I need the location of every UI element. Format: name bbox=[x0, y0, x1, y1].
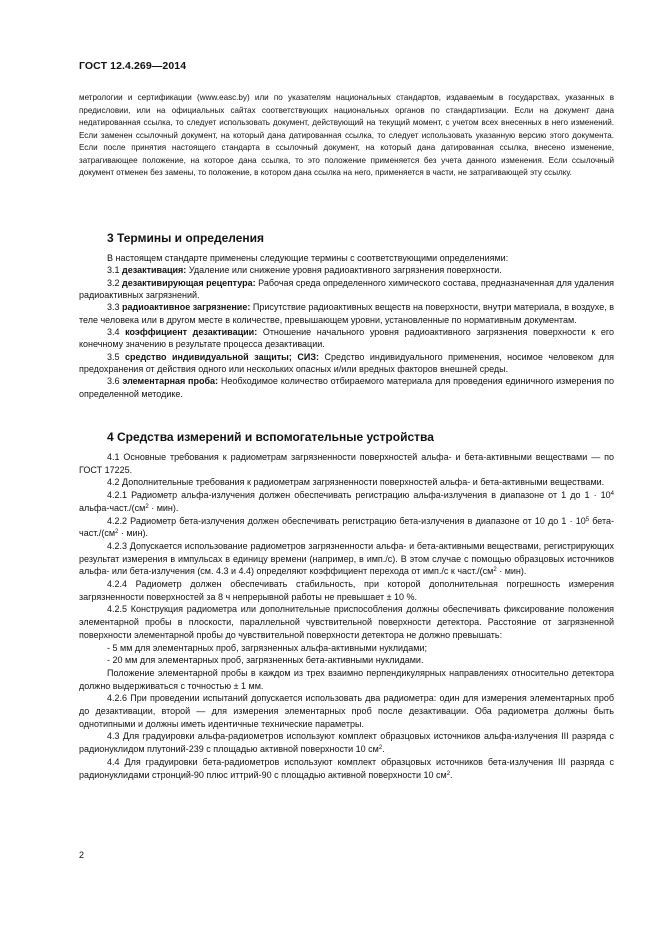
term-3-1: 3.1 дезактивация: Удаление или снижение уровня радиоактивного загрязнения поверхности. bbox=[107, 265, 502, 276]
term-3-5: 3.5 средство индивидуальной защиты; СИЗ: Средство индивидуального применения, носимое человеком для предохранения от действия одного или нескольких опасных и/или вредных факторов внешней среды. bbox=[79, 351, 614, 375]
document-header: ГОСТ 12.4.269—2014 bbox=[79, 60, 187, 72]
section-4-title: 4 Средства измерений и вспомогательные устройства bbox=[107, 430, 434, 444]
para-4-2: 4.2 Дополнительные требования к радиометрам загрязненности поверхностей альфа- и бета-активными веществами. bbox=[107, 477, 605, 488]
para-4-2-5: 4.2.5 Конструкция радиометра или дополнительные приспособления должны обеспечивать фиксирование положения элементарной пробы в плоскости, параллельной чувствительной поверхности детектора. Расстояние от загрязненной поверхности элементарной пробы до чувствительной поверхности детектора не должно превышать: bbox=[79, 604, 614, 640]
para-4-4: 4.4 Для градуировки бета-радиометров используют комплект образцовых источников бета-излучения III разряда с радионуклидами стронций-90 плюс иттрий-90 с площадью активной поверхности 10 $см^2$. bbox=[79, 756, 614, 780]
term-3-6: 3.6 элементарная проба: Необходимое количество отбираемого материала для проведения единичного измерения по определенной методике. bbox=[79, 376, 614, 399]
intro-text: метрологии и сертификации (www.easc.by) или по указателям национальных стандартов, издаваемым в государствах, указанных в предисловии, или на официальных сайтах соответствующих национальных органов по стандартизации. Если на документ дана недатированная ссылка, то следует использовать документ, действующий на текущий момент, с учетом всех внесенных в него изменений. Если заменен ссылочный документ, на который дана датированная ссылка, то следует использовать указанную версию этого документа. Если после принятия настоящего стандарта в ссылочный документ, на который дана датированная ссылка, внесено изменение, затрагивающее положение, на которое дана ссылка, то это положение применяется без учета данного изменения. Если ссылочный документ отменен без замены, то положение, в котором дана ссылка на него, применяется в части, не затрагивающей эту ссылку. bbox=[79, 93, 614, 178]
section-4-body bbox=[79, 451, 614, 781]
para-4-3: 4.3 Для градуировки альфа-радиометров используют комплект образцовых источников альфа-излучения III разряда с радионуклидом плутоний-239 с площадью активной поверхности 10 $см^2$. bbox=[79, 731, 614, 755]
term-3-3: 3.3 радиоактивное загрязнение: Присутствие радиоактивных веществ на поверхности, внутри материала, в воздухе, в теле человека или в другом месте в количестве, превышающем уровни, установленные по нормативным документам. bbox=[79, 302, 614, 325]
para-4-2-5-note: Положение элементарной пробы в каждом из трех взаимно перпендикулярных направлениях относительно детектора должно выдерживаться с точностью ± 1 мм. bbox=[79, 667, 614, 691]
term-3-4: 3.4 коэффициент дезактивации: Отношение начального уровня радиоактивного загрязнения поверхности к его конечному значению в результате процесса дезактивации. bbox=[79, 327, 614, 350]
para-4-2-4: 4.2.4 Радиометр должен обеспечивать стабильность, при которой дополнительная погрешность измерения загрязненности поверхностей за 8 ч непрерывной работы не превышает ± 10 %. bbox=[79, 579, 614, 602]
page-number: 2 bbox=[79, 850, 85, 860]
para-4-2-1: 4.2.1 Радиометр альфа-излучения должен обеспечивать регистрацию альфа-излучения в диапазоне от 1 до $1 \cdot 10^4$ альфа-$част./(см^2 \cdot мин)$. bbox=[79, 490, 614, 513]
para-4-2-3: 4.2.3 Допускается использование радиометров загрязненности альфа- и бета-активными веществами, регистрирующих результат измерения в импульсах в единицу времени (например, в имп./с). В этом случае с помощью образцовых источников альфа- или бета-излучения (см. 4.3 и 4.4) определяют коэффициент перехода от имп./с к $част./(см^2 \cdot мин)$. bbox=[79, 540, 614, 577]
section-3-title: 3 Термины и определения bbox=[107, 231, 265, 245]
para-4-1: 4.1 Основные требования к радиометрам загрязненности поверхностей альфа- и бета-активными веществами — по ГОСТ 17225. bbox=[79, 452, 614, 475]
para-4-2-6: 4.2.6 При проведении испытаний допускается использовать два радиометра: один для измерения элементарных проб до дезактивации, второй — для измерения элементарных проб после дезактивации. Оба радиометра должны быть однотипными и должны иметь идентичные технические параметры. bbox=[79, 693, 614, 729]
term-3-2: 3.2 дезактивирующая рецептура: Рабочая среда определенного химического состава, предназначенная для удаления радиоактивных загрязнений. bbox=[79, 277, 615, 301]
section-3-body bbox=[79, 252, 614, 400]
para-4-2-2: 4.2.2 Радиометр бета-излучения должен обеспечивать регистрацию бета-излучения в диапазоне от 10 до $1 \cdot 10^5$ бета-$част./(см^2 \cdot мин)$. bbox=[79, 515, 614, 539]
section-3-intro: В настоящем стандарте применены следующие термины с соответствующими определениями: bbox=[107, 253, 509, 263]
list-item: - 20 мм для элементарных проб, загрязненных бета-активными нуклидами. bbox=[107, 655, 424, 666]
intro-paragraph bbox=[79, 92, 614, 180]
list-item: - 5 мм для элементарных проб, загрязненных альфа-активными нуклидами; bbox=[107, 642, 428, 653]
